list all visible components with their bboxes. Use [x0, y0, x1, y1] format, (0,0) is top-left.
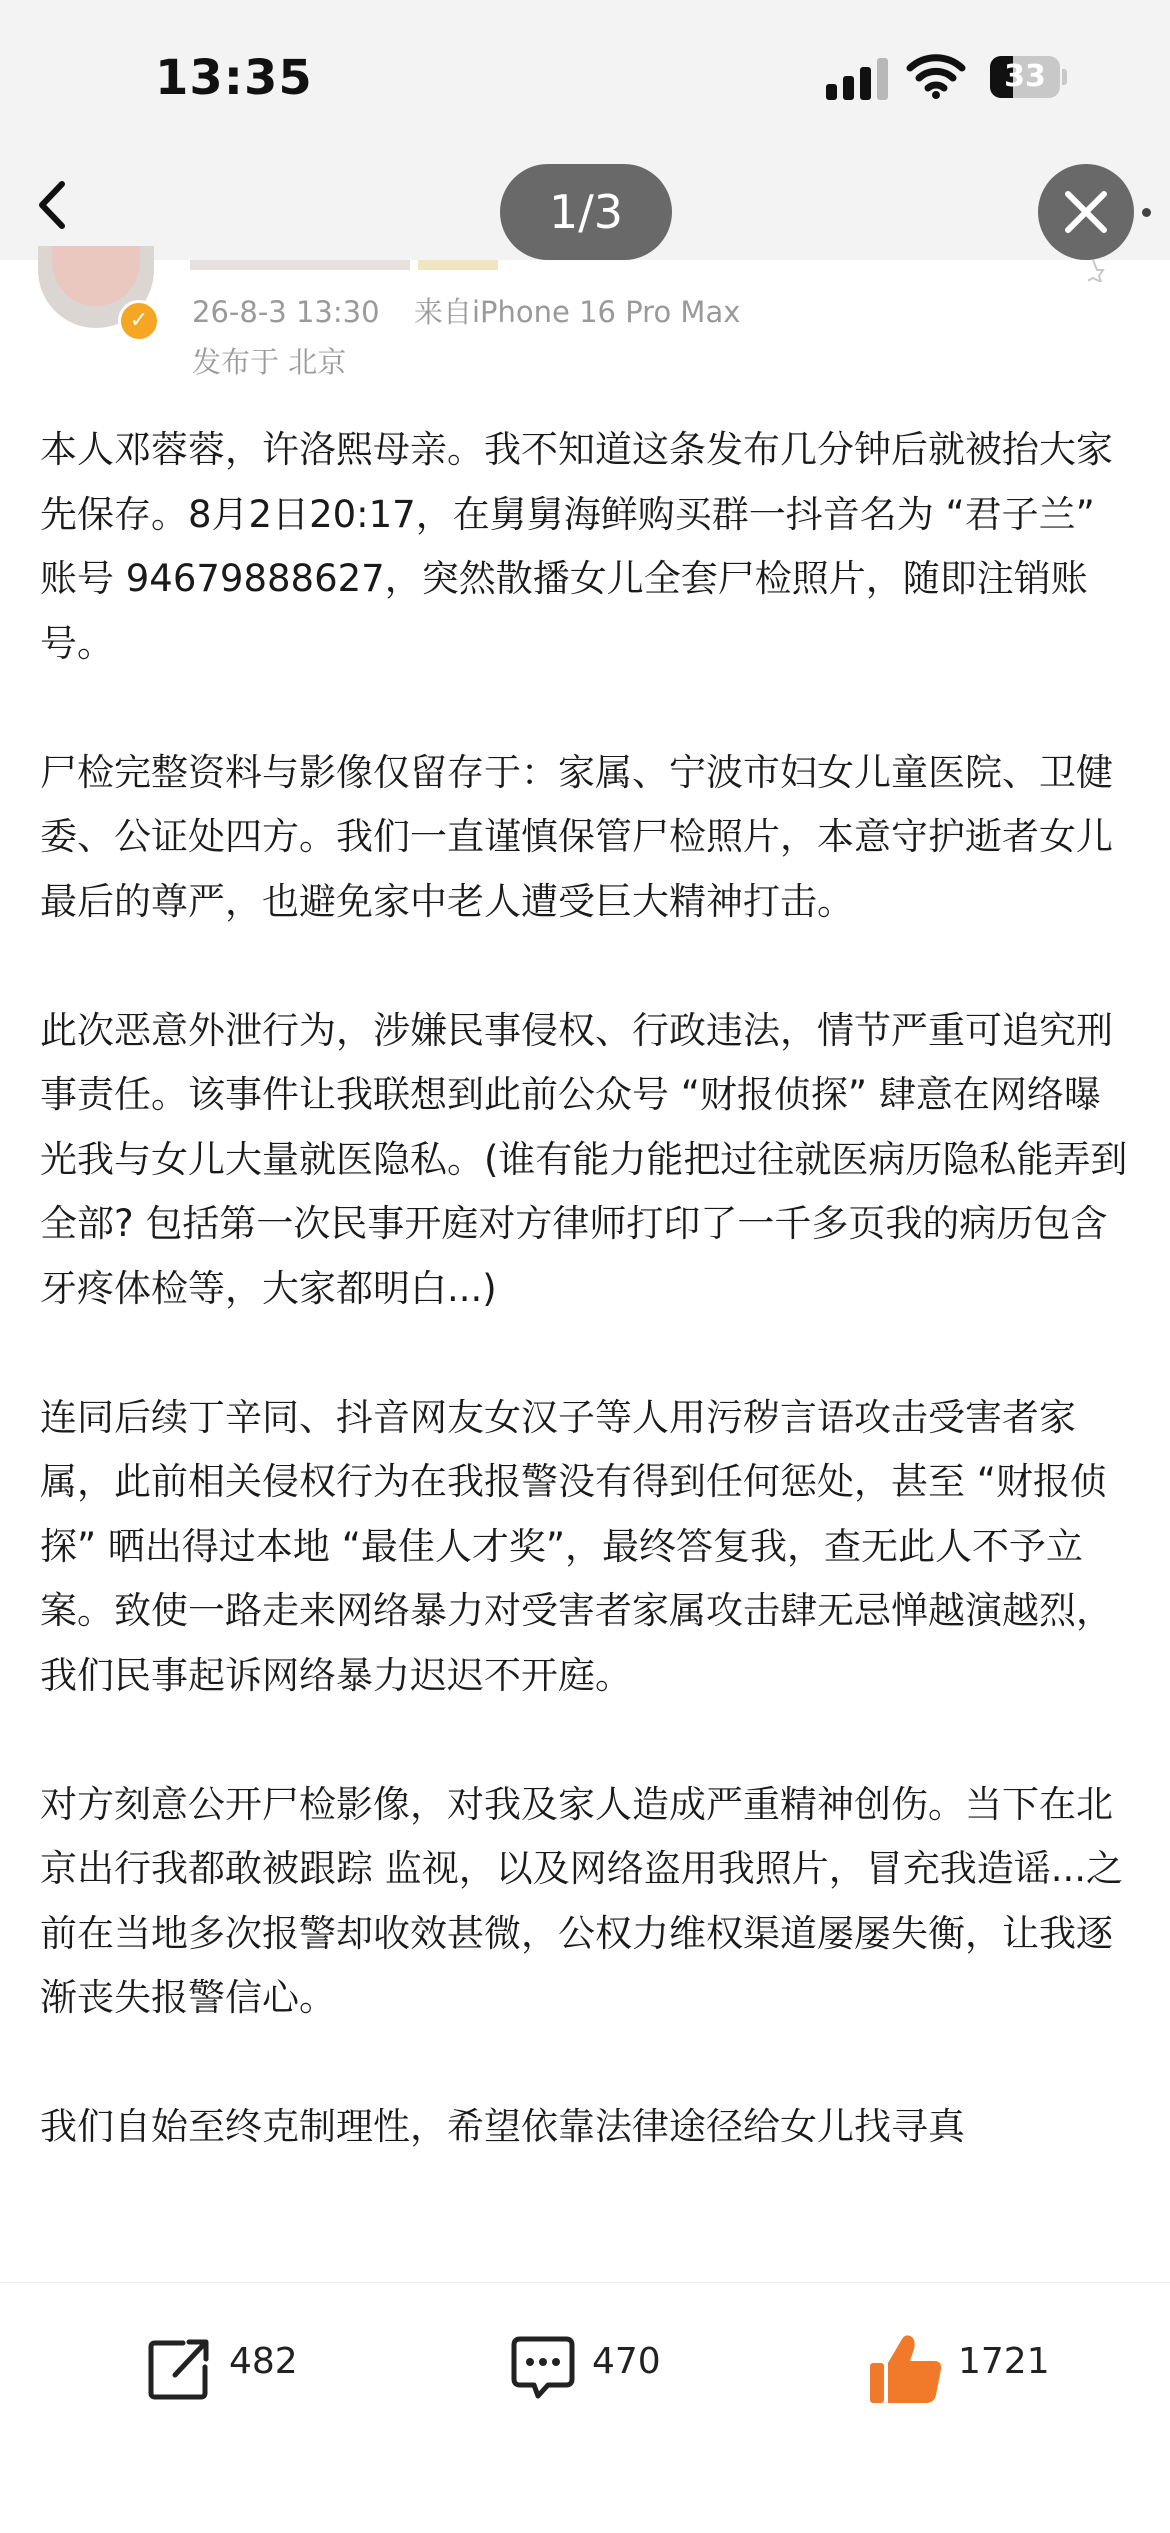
post-paragraph: 此次恶意外泄行为，涉嫌民事侵权、行政违法，情节严重可追究刑事责任。该事件让我联想到此前公众号 “财报侦探” 肆意在网络曝光我与女儿大量就医隐私。(谁有能力能把过往就医病历隐私能弄到全部? 包括第一次民事开庭对方律师打印了一千多页我的病历包含牙疼体检等，大家都明白...) [40, 1008, 1128, 1310]
post-paragraph: 我们自始至终克制理性，希望依靠法律途径给女儿找寻真 [40, 2105, 965, 2148]
page-indicator: 1/3 [500, 164, 672, 260]
image-viewer-header [0, 150, 1170, 260]
share-count: 482 [229, 2341, 298, 2382]
status-bar [0, 0, 1170, 150]
more-dot-icon [1142, 208, 1151, 217]
post-paragraph: 本人邓蓉蓉，许洛熙母亲。我不知道这条发布几分钟后就被抬大家先保存。8月2日20:17，在舅舅海鲜购买群一抖音名为 “君子兰” 账号 94679888627，突然散播女儿全套尸检照片，随即注销账号。 [40, 428, 1113, 665]
close-button[interactable] [1038, 164, 1134, 260]
cellular-signal-icon [826, 56, 888, 100]
post-timestamp: 26-8-3 13:30 [192, 295, 380, 329]
user-tag-obscured [418, 260, 498, 270]
post-source: 来自iPhone 16 Pro Max [413, 295, 741, 329]
chevron-left-icon [20, 170, 90, 240]
thumbs-up-icon [868, 2333, 944, 2405]
verified-badge-icon: ✓ [118, 300, 160, 342]
home-indicator-area [0, 2472, 1170, 2532]
comment-button[interactable] [508, 2333, 688, 2403]
comment-icon [508, 2333, 578, 2403]
post-location: 发布于 北京 [192, 345, 347, 379]
post-paragraph: 对方刻意公开尸检影像，对我及家人造成严重精神创伤。当下在北京出行我都敢被跟踪 监视，以及网络盗用我照片，冒充我造谣...之前在当地多次报警却收效甚微，公权力维权渠道屡屡失衡，让我逐渐丧失报警信心。 [40, 1782, 1124, 2019]
post-meta [192, 290, 740, 331]
share-button[interactable] [145, 2333, 325, 2403]
wifi-icon [906, 50, 966, 100]
post-body [40, 418, 1130, 2224]
username-obscured [190, 260, 410, 270]
battery-level: 33 [1004, 59, 1046, 94]
share-icon [145, 2333, 215, 2403]
close-icon [1038, 164, 1134, 260]
back-button[interactable] [20, 170, 90, 240]
post-header [0, 260, 1170, 380]
like-button[interactable] [868, 2333, 1068, 2403]
like-count: 1721 [958, 2341, 1050, 2382]
battery-icon [990, 56, 1068, 98]
post-paragraph: 连同后续丁辛同、抖音网友女汉子等人用污秽言语攻击受害者家属，此前相关侵权行为在我报警没有得到任何惩处，甚至 “财报侦探” 晒出得过本地 “最佳人才奖”，最终答复我，查无此人不予立案。致使一路走来网络暴力对受害者家属攻击肆无忌惮越演越烈，我们民事起诉网络暴力迟迟不开庭。 [40, 1395, 1113, 1697]
comment-count: 470 [592, 2341, 661, 2382]
star-icon[interactable] [1088, 260, 1118, 282]
status-time: 13:35 [155, 50, 313, 106]
post-paragraph: 尸检完整资料与影像仅留存于：家属、宁波市妇女儿童医院、卫健委、公证处四方。我们一直谨慎保管尸检照片，本意守护逝者女儿最后的尊严，也避免家中老人遭受巨大精神打击。 [40, 750, 1113, 923]
